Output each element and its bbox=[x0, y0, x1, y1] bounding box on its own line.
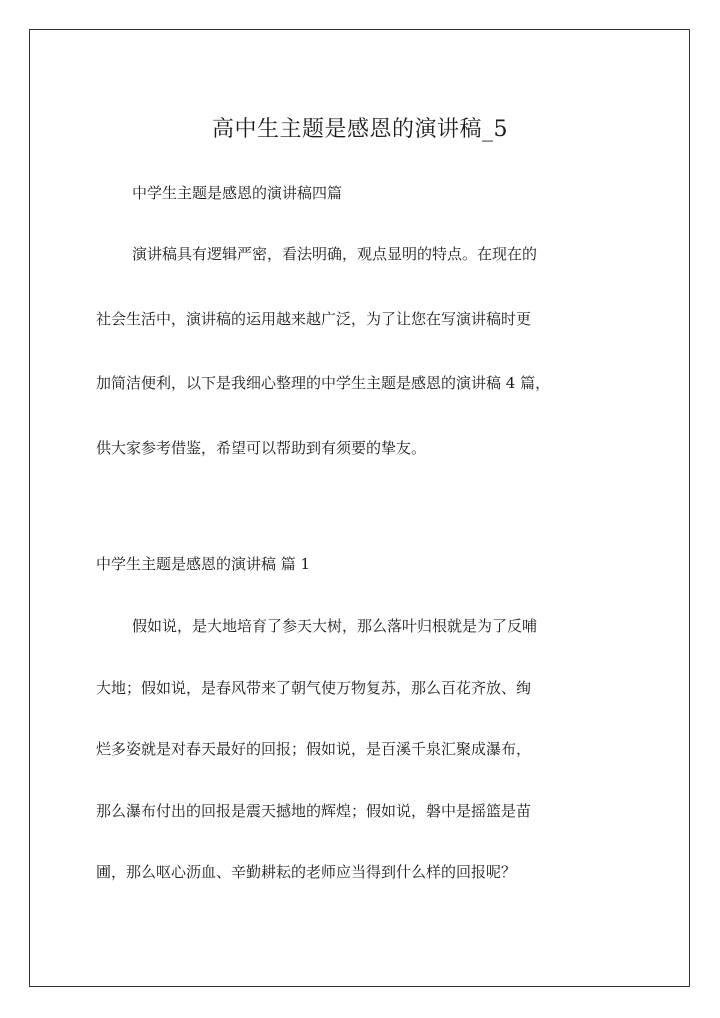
body-paragraph bbox=[96, 614, 616, 922]
paragraph-line: 烂多姿就是对春天最好的回报；假如说，是百溪千泉汇聚成瀑布， bbox=[96, 740, 532, 758]
paragraph-line: 社会生活中，演讲稿的运用越来越广泛，为了让您在写演讲稿时更 bbox=[96, 309, 532, 328]
section-heading: 中学生主题是感恩的演讲稿 篇 1 bbox=[96, 555, 311, 573]
paragraph-line: 圃，那么呕心沥血、辛勤耕耘的老师应当得到什么样的回报呢？ bbox=[96, 863, 517, 881]
document-title: 高中生主题是感恩的演讲稿_5 bbox=[212, 117, 508, 142]
intro-paragraph bbox=[96, 242, 616, 500]
document-subtitle: 中学生主题是感恩的演讲稿四篇 bbox=[132, 184, 343, 202]
paragraph-line: 假如说，是大地培育了参天大树，那么落叶归根就是为了反哺 bbox=[132, 617, 538, 635]
paragraph-line: 演讲稿具有逻辑严密，看法明确，观点显明的特点。在现在的 bbox=[132, 245, 538, 263]
paragraph-line: 那么瀑布付出的回报是震天撼地的辉煌；假如说，磐中是摇篮是苗 bbox=[96, 801, 532, 820]
paragraph-line: 供大家参考借鉴，希望可以帮助到有须要的挚友。 bbox=[96, 438, 427, 457]
paragraph-line: 加简洁便利，以下是我细心整理的中学生主题是感恩的演讲稿 4 篇， bbox=[96, 374, 551, 392]
paragraph-line: 大地；假如说，是春风带来了朝气使万物复苏，那么百花齐放、绚 bbox=[96, 678, 532, 697]
